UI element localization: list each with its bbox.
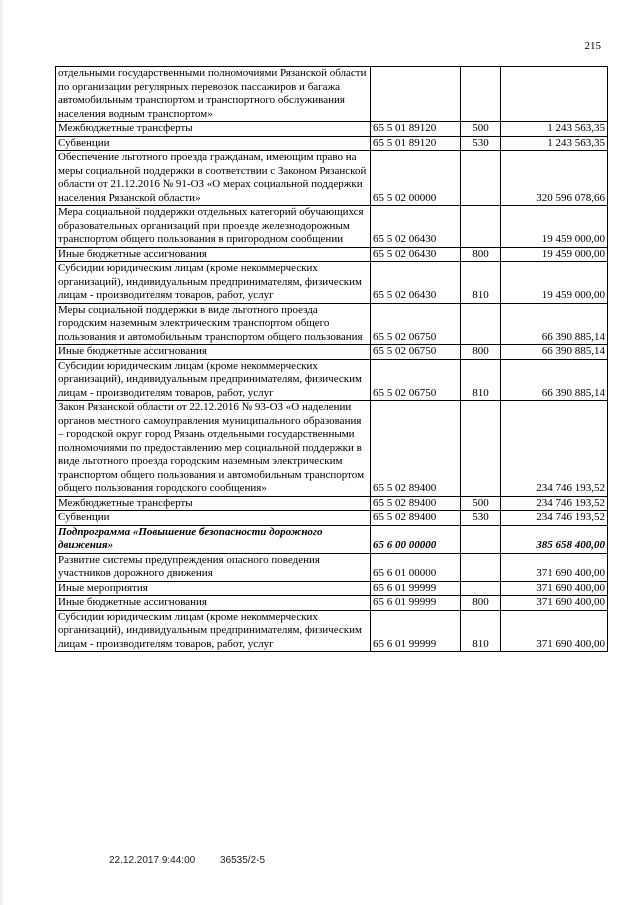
cell-target-article: 65 6 01 99999 (371, 581, 461, 596)
cell-name: Межбюджетные трансферты (56, 496, 371, 511)
cell-amount: 320 596 078,66 (501, 151, 608, 206)
table-row (56, 359, 608, 401)
cell-name: Межбюджетные трансферты (56, 122, 371, 137)
cell-expense-type (461, 303, 501, 345)
cell-target-article (371, 67, 461, 122)
cell-amount: 1 243 563,35 (501, 122, 608, 137)
cell-expense-type: 800 (461, 345, 501, 360)
cell-amount: 371 690 400,00 (501, 581, 608, 596)
cell-target-article: 65 5 02 06750 (371, 359, 461, 401)
budget-table-body (56, 67, 608, 652)
cell-name: Субсидии юридическим лицам (кроме некоммерческих организаций), индивидуальным предпринимателям, физическим лицам - производителям товаров, работ, услуг (56, 359, 371, 401)
table-row (56, 610, 608, 652)
cell-amount: 234 746 193,52 (501, 401, 608, 497)
cell-name: Обеспечение льготного проезда гражданам, имеющим право на меры социальной поддержки в соответствии с Законом Рязанской области от 21.12.2016 № 91-ОЗ «О мерах социальной поддержки населения Рязанской области» (56, 151, 371, 206)
table-row (56, 206, 608, 248)
cell-target-article: 65 5 02 06430 (371, 206, 461, 248)
cell-expense-type: 810 (461, 359, 501, 401)
cell-name: Субсидии юридическим лицам (кроме некоммерческих организаций), индивидуальным предпринимателям, физическим лицам - производителям товаров, работ, услуг (56, 610, 371, 652)
scan-edge (0, 0, 4, 905)
page-number: 215 (584, 40, 601, 52)
cell-name: Иные бюджетные ассигнования (56, 247, 371, 262)
table-row (56, 247, 608, 262)
cell-name: Подпрограмма «Повышение безопасности дорожного движения» (56, 525, 371, 553)
table-row (56, 525, 608, 553)
table-row (56, 136, 608, 151)
cell-target-article: 65 5 01 89120 (371, 122, 461, 137)
cell-target-article: 65 5 02 06750 (371, 345, 461, 360)
table-row (56, 511, 608, 526)
cell-name: Развитие системы предупреждения опасного поведения участников дорожного движения (56, 553, 371, 581)
cell-expense-type (461, 581, 501, 596)
cell-expense-type (461, 553, 501, 581)
cell-name: Иные бюджетные ассигнования (56, 345, 371, 360)
cell-amount (501, 67, 608, 122)
cell-target-article: 65 5 01 89120 (371, 136, 461, 151)
cell-amount: 66 390 885,14 (501, 303, 608, 345)
footer-timestamp: 22.12.2017 9:44:00 (109, 855, 196, 866)
cell-expense-type (461, 151, 501, 206)
table-row (56, 553, 608, 581)
cell-target-article: 65 5 02 06750 (371, 303, 461, 345)
cell-expense-type: 530 (461, 136, 501, 151)
cell-amount: 66 390 885,14 (501, 359, 608, 401)
cell-name: Иные бюджетные ассигнования (56, 596, 371, 611)
cell-expense-type (461, 67, 501, 122)
cell-name: Субсидии юридическим лицам (кроме некоммерческих организаций), индивидуальным предпринимателям, физическим лицам - производителям товаров, работ, услуг (56, 262, 371, 304)
cell-target-article: 65 6 01 99999 (371, 610, 461, 652)
cell-target-article: 65 5 02 89400 (371, 511, 461, 526)
table-row (56, 581, 608, 596)
cell-name: Мера социальной поддержки отдельных категорий обучающихся образовательных организаций при проезде железнодорожным транспортом общего пользования в пригородном сообщении (56, 206, 371, 248)
cell-target-article: 65 6 00 00000 (371, 525, 461, 553)
cell-amount: 19 459 000,00 (501, 262, 608, 304)
footer-doc-id: 36535/2-5 (219, 855, 266, 866)
cell-name: отдельными государственными полномочиями Рязанской области по организации регулярных перевозок пассажиров и багажа автомобильным транспортом и транспортного обслуживания населения водным транспортом» (56, 67, 371, 122)
cell-amount: 19 459 000,00 (501, 206, 608, 248)
cell-target-article: 65 5 02 06430 (371, 247, 461, 262)
cell-amount: 385 658 400,00 (501, 525, 608, 553)
table-row (56, 262, 608, 304)
cell-amount: 19 459 000,00 (501, 247, 608, 262)
cell-amount: 66 390 885,14 (501, 345, 608, 360)
cell-expense-type: 800 (461, 596, 501, 611)
budget-table (55, 66, 608, 652)
cell-expense-type: 500 (461, 122, 501, 137)
cell-target-article: 65 5 02 89400 (371, 496, 461, 511)
cell-expense-type (461, 401, 501, 497)
cell-expense-type: 810 (461, 262, 501, 304)
cell-target-article: 65 5 02 06430 (371, 262, 461, 304)
cell-target-article: 65 6 01 00000 (371, 553, 461, 581)
table-row (56, 496, 608, 511)
cell-target-article: 65 6 01 99999 (371, 596, 461, 611)
table-row (56, 67, 608, 122)
cell-expense-type: 800 (461, 247, 501, 262)
cell-name: Закон Рязанской области от 22.12.2016 № 93-ОЗ «О наделении органов местного самоуправления муниципального образования – городской округ город Рязань отдельными государственными полномочиями по предоставлению мер социальной поддержки в виде льготного проезда городским наземным электрическим транспортом общего пользования и автомобильным транспортом общего пользования городского сообщения» (56, 401, 371, 497)
cell-amount: 371 690 400,00 (501, 610, 608, 652)
table-row (56, 401, 608, 497)
cell-target-article: 65 5 02 00000 (371, 151, 461, 206)
cell-name: Меры социальной поддержки в виде льготного проезда городским наземным электрическим транспортом общего пользования и автомобильным транспортом общего пользования (56, 303, 371, 345)
cell-name: Субвенции (56, 511, 371, 526)
cell-amount: 234 746 193,52 (501, 511, 608, 526)
cell-expense-type (461, 206, 501, 248)
table-row (56, 596, 608, 611)
table-row (56, 122, 608, 137)
cell-expense-type (461, 525, 501, 553)
cell-amount: 234 746 193,52 (501, 496, 608, 511)
cell-expense-type: 500 (461, 496, 501, 511)
footer (109, 855, 287, 866)
cell-name: Субвенции (56, 136, 371, 151)
table-row (56, 345, 608, 360)
cell-expense-type: 530 (461, 511, 501, 526)
cell-name: Иные мероприятия (56, 581, 371, 596)
cell-amount: 371 690 400,00 (501, 596, 608, 611)
cell-amount: 371 690 400,00 (501, 553, 608, 581)
cell-amount: 1 243 563,35 (501, 136, 608, 151)
cell-target-article: 65 5 02 89400 (371, 401, 461, 497)
table-row (56, 151, 608, 206)
table-row (56, 303, 608, 345)
cell-expense-type: 810 (461, 610, 501, 652)
